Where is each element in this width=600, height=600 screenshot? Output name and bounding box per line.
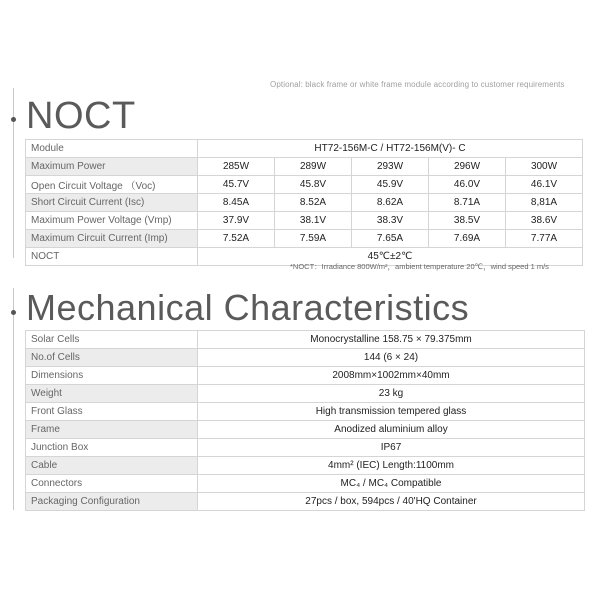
noct-row — [26, 158, 583, 176]
mechanical-row-value: 144 (6 × 24) — [198, 349, 585, 367]
mechanical-row — [26, 367, 585, 385]
mechanical-row-label: Junction Box — [26, 439, 198, 457]
mechanical-row-label: Packaging Configuration — [26, 493, 198, 511]
mechanical-row-value: MC₄ / MC₄ Compatible — [198, 475, 585, 493]
mechanical-row-label: Connectors — [26, 475, 198, 493]
noct-table-body — [26, 140, 583, 266]
mechanical-row-value: 23 kg — [198, 385, 585, 403]
noct-module-label: Module — [26, 140, 198, 158]
left-rule-bottom — [13, 288, 14, 510]
mechanical-row-label: Dimensions — [26, 367, 198, 385]
noct-row-label: Open Circuit Voltage （Voc) — [26, 176, 198, 194]
mechanical-row — [26, 493, 585, 511]
mechanical-row — [26, 475, 585, 493]
noct-cell: 8.52A — [275, 194, 352, 212]
noct-footnote: *NOCT：Irradiance 800W/m²，ambient temperature 20℃，wind speed 1 m/s — [290, 262, 549, 271]
mechanical-row-value: 2008mm×1002mm×40mm — [198, 367, 585, 385]
mechanical-row — [26, 439, 585, 457]
noct-cell: 38.6V — [506, 212, 583, 230]
noct-row-label: Maximum Power Voltage (Vmp) — [26, 212, 198, 230]
mechanical-row-value: IP67 — [198, 439, 585, 457]
mechanical-row-label: Solar Cells — [26, 331, 198, 349]
noct-cell: 38.5V — [429, 212, 506, 230]
mechanical-row-value: Anodized aluminium alloy — [198, 421, 585, 439]
mechanical-row — [26, 331, 585, 349]
noct-table — [25, 139, 583, 266]
mechanical-row-label: Frame — [26, 421, 198, 439]
noct-module-row — [26, 140, 583, 158]
noct-cell: 37.9V — [198, 212, 275, 230]
noct-cell: 289W — [275, 158, 352, 176]
noct-row — [26, 212, 583, 230]
noct-cell: 45.7V — [198, 176, 275, 194]
top-note: Optional: black frame or white frame module according to customer requirements — [270, 80, 565, 89]
noct-row-label: Short Circuit Current (Isc) — [26, 194, 198, 212]
mechanical-table — [25, 330, 585, 511]
mechanical-row-label: Cable — [26, 457, 198, 475]
noct-title: NOCT — [26, 95, 136, 137]
noct-cell: 8.45A — [198, 194, 275, 212]
noct-cell: 8.71A — [429, 194, 506, 212]
mechanical-title: Mechanical Characteristics — [26, 287, 470, 328]
noct-cell: 46.1V — [506, 176, 583, 194]
noct-temp-label: NOCT — [26, 248, 198, 266]
noct-bullet-icon — [11, 117, 16, 122]
noct-cell: 38.3V — [352, 212, 429, 230]
left-rule-top — [13, 88, 14, 258]
noct-cell: 285W — [198, 158, 275, 176]
mechanical-bullet-icon — [11, 310, 16, 315]
noct-temp-value: 45℃±2℃ — [198, 248, 583, 266]
noct-cell: 45.8V — [275, 176, 352, 194]
mechanical-row-value: 4mm² (IEC) Length:1100mm — [198, 457, 585, 475]
noct-row — [26, 194, 583, 212]
noct-cell: 38.1V — [275, 212, 352, 230]
noct-row-label: Maximum Circuit Current (Imp) — [26, 230, 198, 248]
noct-row — [26, 176, 583, 194]
noct-cell: 8,81A — [506, 194, 583, 212]
mechanical-row — [26, 349, 585, 367]
mechanical-table-body — [26, 331, 585, 511]
mechanical-row-label: Front Glass — [26, 403, 198, 421]
mechanical-row — [26, 403, 585, 421]
noct-cell: 46.0V — [429, 176, 506, 194]
noct-cell: 8.62A — [352, 194, 429, 212]
mechanical-row-value: Monocrystalline 158.75 × 79.375mm — [198, 331, 585, 349]
mechanical-row — [26, 385, 585, 403]
noct-module-value: HT72-156M-C / HT72-156M(V)- C — [198, 140, 583, 158]
noct-row — [26, 230, 583, 248]
mechanical-row-value: High transmission tempered glass — [198, 403, 585, 421]
noct-row-label: Maximum Power — [26, 158, 198, 176]
mechanical-row — [26, 421, 585, 439]
noct-cell: 7.59A — [275, 230, 352, 248]
mechanical-row-label: Weight — [26, 385, 198, 403]
mechanical-row-label: No.of Cells — [26, 349, 198, 367]
mechanical-row — [26, 457, 585, 475]
noct-cell: 7.77A — [506, 230, 583, 248]
noct-cell: 45.9V — [352, 176, 429, 194]
noct-cell: 7.52A — [198, 230, 275, 248]
noct-cell: 7.69A — [429, 230, 506, 248]
noct-cell: 293W — [352, 158, 429, 176]
mechanical-row-value: 27pcs / box, 594pcs / 40'HQ Container — [198, 493, 585, 511]
noct-cell: 7.65A — [352, 230, 429, 248]
noct-cell: 300W — [506, 158, 583, 176]
noct-cell: 296W — [429, 158, 506, 176]
